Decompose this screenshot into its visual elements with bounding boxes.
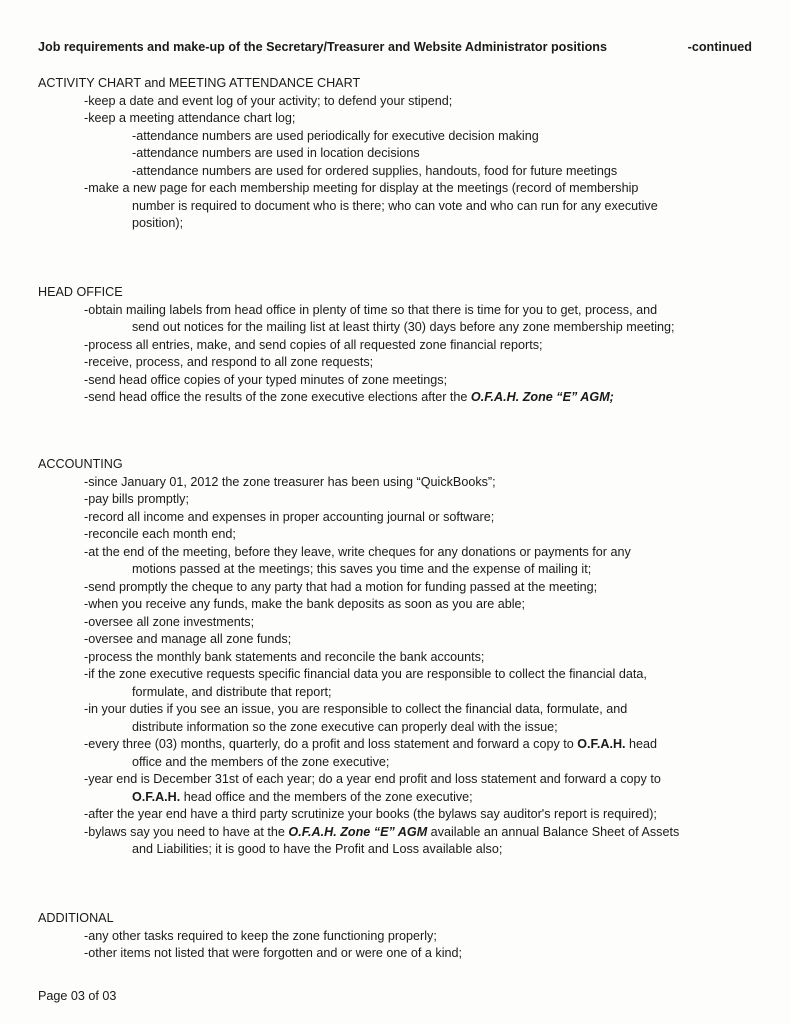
list-item-continuation: motions passed at the meetings; this saves you time and the expense of mailing it; xyxy=(132,562,592,576)
section-title: ACCOUNTING xyxy=(38,457,123,471)
list-item: -keep a date and event log of your activity; to defend your stipend; xyxy=(84,93,453,108)
list-item: -process all entries, make, and send copies of all requested zone financial reports; xyxy=(84,337,543,352)
list-item: -any other tasks required to keep the zone functioning properly; xyxy=(84,928,437,943)
list-item: -since January 01, 2012 the zone treasurer has been using “QuickBooks”; xyxy=(84,474,496,489)
list-item-text: head xyxy=(625,737,658,751)
list-item: -if the zone executive requests specific financial data you are responsible to collect the financial data, xyxy=(84,667,647,681)
list-subitem: -attendance numbers are used periodically for executive decision making xyxy=(132,128,539,143)
list-item: -oversee and manage all zone funds; xyxy=(84,632,292,646)
list-item-continuation xyxy=(38,789,768,807)
section-title: HEAD OFFICE xyxy=(38,285,123,299)
section-head-office xyxy=(38,284,768,407)
agm-emphasis: O.F.A.H. Zone “E” AGM xyxy=(288,824,428,839)
list-item-continuation: and Liabilities; it is good to have the Profit and Loss available also; xyxy=(132,842,503,856)
list-item: -reconcile each month end; xyxy=(84,527,236,541)
list-item-text: -every three (03) months, quarterly, do a profit and loss statement and forward a copy to xyxy=(84,737,578,751)
list-item: -after the year end have a third party scrutinize your books (the bylaws say auditor's report is required); xyxy=(84,807,657,821)
section-activity-chart xyxy=(38,75,768,233)
list-item-text: available an annual Balance Sheet of Assets xyxy=(427,824,680,839)
agm-emphasis: O.F.A.H. Zone “E” AGM; xyxy=(470,390,614,404)
list-item-continuation: formulate, and distribute that report; xyxy=(132,684,332,699)
list-item-continuation: office and the members of the zone executive; xyxy=(132,754,390,769)
list-subitem: -attendance numbers are used for ordered supplies, handouts, food for future meetings xyxy=(132,163,618,178)
list-subitem: -attendance numbers are used in location decisions xyxy=(132,146,420,160)
list-item xyxy=(38,736,768,754)
ofah-emphasis: O.F.A.H. xyxy=(132,789,181,804)
list-item: -obtain mailing labels from head office in plenty of time so that there is time for you to get, process, and xyxy=(84,302,658,317)
section-title: ADDITIONAL xyxy=(38,911,114,925)
section-accounting xyxy=(38,456,768,859)
header-continued: -continued xyxy=(687,40,752,54)
list-item: -oversee all zone investments; xyxy=(84,614,255,629)
list-item: -receive, process, and respond to all zone requests; xyxy=(84,355,374,369)
list-item-continuation: number is required to document who is there; who can vote and who can run for any executive xyxy=(132,198,658,213)
list-item: -keep a meeting attendance chart log; xyxy=(84,111,296,125)
list-item: -in your duties if you see an issue, you are responsible to collect the financial data, formulate, and xyxy=(84,702,628,716)
page-header xyxy=(38,39,752,57)
list-item: -when you receive any funds, make the bank deposits as soon as you are able; xyxy=(84,597,526,611)
list-item-continuation: distribute information so the zone executive can properly deal with the issue; xyxy=(132,719,558,734)
list-item-continuation: position); xyxy=(132,216,184,230)
list-item: -send promptly the cheque to any party that had a motion for funding passed at the meeting; xyxy=(84,579,598,594)
header-title: Job requirements and make-up of the Secretary/Treasurer and Website Administrator positions xyxy=(38,40,607,54)
list-item-continuation: send out notices for the mailing list at least thirty (30) days before any zone membership meeting; xyxy=(132,320,675,334)
list-item: -process the monthly bank statements and reconcile the bank accounts; xyxy=(84,649,485,664)
list-item: -pay bills promptly; xyxy=(84,492,189,506)
list-item-text: -send head office the results of the zone executive elections after the xyxy=(84,390,471,404)
list-item: -year end is December 31st of each year; do a year end profit and loss statement and forward a copy to xyxy=(84,772,661,786)
list-item xyxy=(38,824,768,842)
section-additional xyxy=(38,910,768,963)
list-item-text: head office and the members of the zone executive; xyxy=(180,789,473,804)
list-item-text: -bylaws say you need to have at the xyxy=(84,824,289,839)
list-item: -send head office copies of your typed minutes of zone meetings; xyxy=(84,372,448,387)
list-item: -record all income and expenses in proper accounting journal or software; xyxy=(84,509,495,524)
list-item xyxy=(38,389,768,407)
list-item: -other items not listed that were forgotten and or were one of a kind; xyxy=(84,946,463,960)
section-title: ACTIVITY CHART and MEETING ATTENDANCE CHART xyxy=(38,76,361,90)
list-item: -make a new page for each membership meeting for display at the meetings (record of membership xyxy=(84,181,639,195)
page-number: Page 03 of 03 xyxy=(38,989,117,1003)
list-item: -at the end of the meeting, before they leave, write cheques for any donations or payments for any xyxy=(84,544,631,559)
ofah-emphasis: O.F.A.H. xyxy=(577,737,626,751)
